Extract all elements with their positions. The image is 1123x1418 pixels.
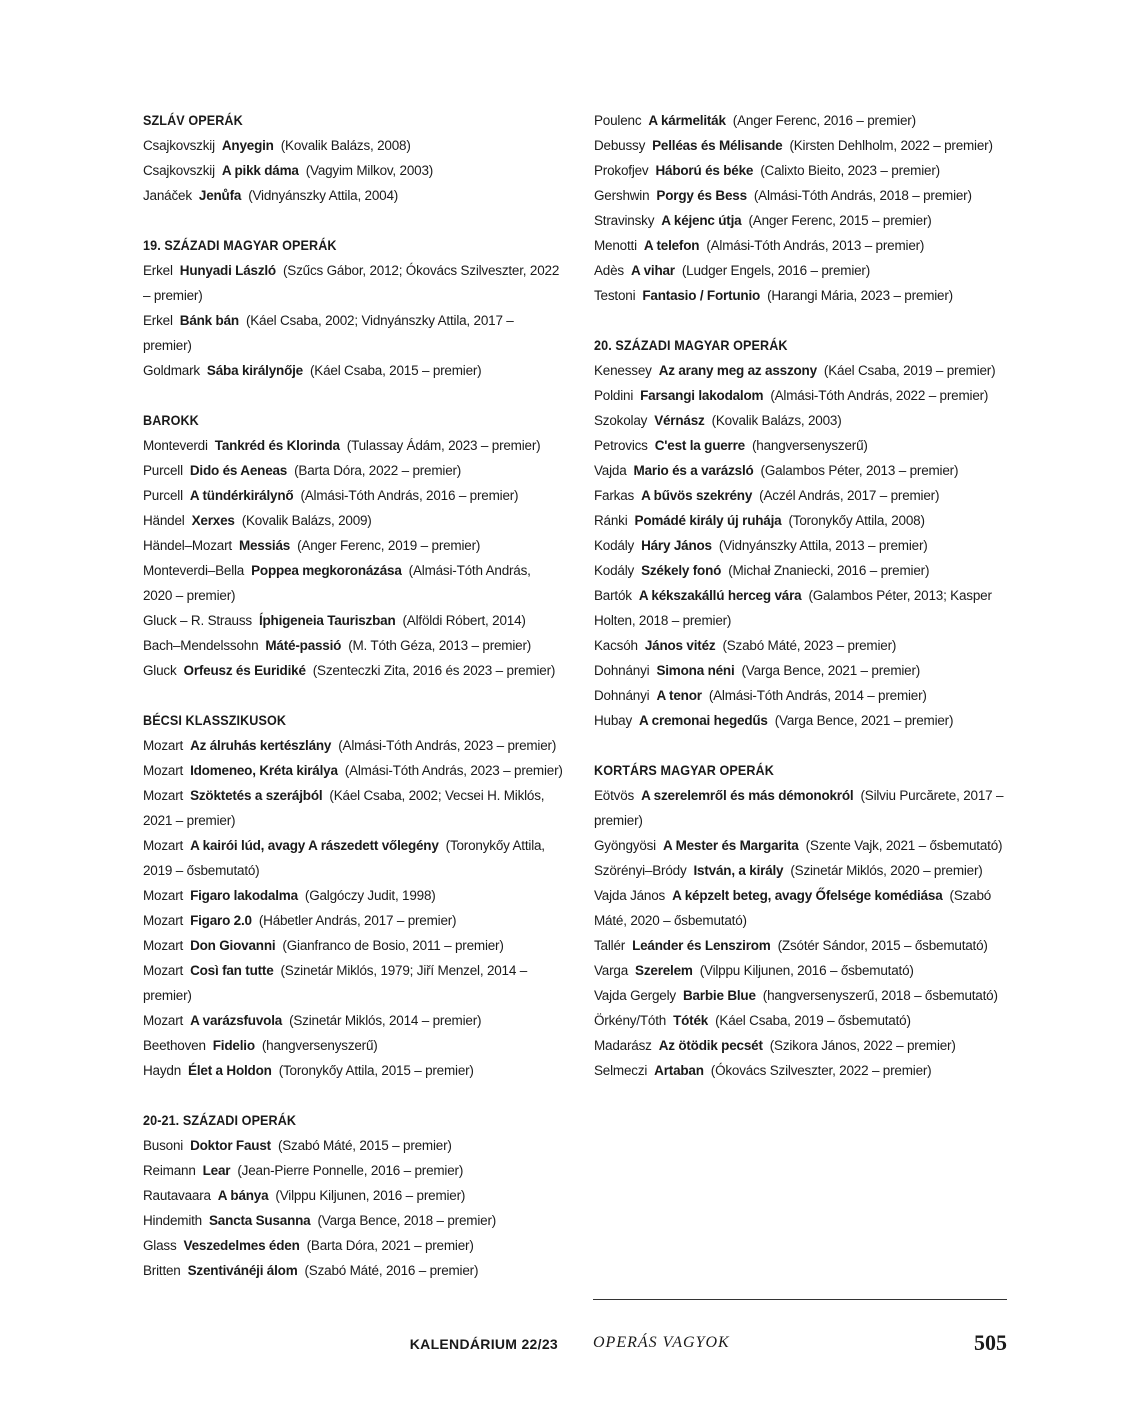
composer-name: Mozart [143,838,184,853]
composer-name: Mozart [143,888,184,903]
opera-title: Sába királynője [206,363,303,378]
production-note: (Vagyim Milkov, 2003) [305,163,434,178]
page-number: 505 [974,1330,1007,1355]
composer-name: Gershwin [594,188,650,203]
production-note: (Harangi Mária, 2023 – premier) [767,288,953,303]
production-note: (Varga Bence, 2021 – premier) [741,663,921,678]
opera-entry [143,183,563,208]
opera-title: Élet a Holdon [188,1063,272,1078]
opera-entry [594,783,1008,833]
opera-title: A pikk dáma [221,163,299,178]
opera-entry [143,608,563,633]
composer-name: Haydn [143,1063,182,1078]
production-note: (Kovalik Balázs, 2003) [711,413,842,428]
production-note: (Szikora János, 2022 – premier) [769,1038,956,1053]
composer-name: Händel [143,513,185,528]
opera-title: Fantasio / Fortunio [642,288,761,303]
composer-name: Purcell [143,488,183,503]
opera-title: A tenor [656,688,702,703]
composer-name: Gluck [143,663,177,678]
opera-entry [594,658,1008,683]
opera-entry [143,433,563,458]
production-note: (Almási-Tóth András, 2014 – premier) [708,688,927,703]
production-note: (Almási-Tóth András, 2022 – premier) [770,388,989,403]
production-note: (Toronykőy Attila, 2008) [788,513,925,528]
composer-name: Selmeczi [594,1063,648,1078]
composer-name: Kodály [594,538,635,553]
production-note: (hangversenyszerű, 2018 – ősbemutató) [762,988,998,1003]
opera-entry [143,883,563,908]
page-footer [0,1330,1123,1360]
production-note: (Szabó Máté, 2015 – premier) [277,1138,452,1153]
production-note: (Vilppu Kiljunen, 2016 – premier) [275,1188,466,1203]
opera-title: A képzelt beteg, avagy Őfelsége komédiása [672,888,943,903]
production-note: (Zsótér Sándor, 2015 – ősbemutató) [777,938,988,953]
opera-entry [143,1008,563,1033]
opera-entry [594,458,1008,483]
production-note: (Almási-Tóth András, 2023 – premier) [344,763,563,778]
production-note: (Szinetár Miklós, 2020 – premier) [790,863,983,878]
opera-entry [143,1158,563,1183]
section-title: BÉCSI KLASSZIKUSOK [143,712,287,728]
opera-section [143,108,563,208]
production-note: (Vilppu Kiljunen, 2016 – ősbemutató) [699,963,914,978]
opera-title: A cremonai hegedűs [639,713,768,728]
opera-title: Così fan tutte [190,963,274,978]
opera-title: Don Giovanni [190,938,276,953]
composer-name: Mozart [143,913,184,928]
opera-entry [143,633,563,658]
opera-title: Íphigeneia Tauriszban [258,613,396,628]
composer-name: Vajda [594,463,627,478]
opera-title: A kairói lúd, avagy A rászedett vőlegény [190,838,439,853]
production-note: (Szabó Máté, 2016 – premier) [304,1263,479,1278]
opera-entry [143,783,563,833]
production-note: (Jean-Pierre Ponnelle, 2016 – premier) [237,1163,464,1178]
opera-title: Háry János [641,538,712,553]
opera-entry [594,683,1008,708]
composer-name: Debussy [594,138,646,153]
composer-name: Mozart [143,1013,184,1028]
composer-name: Petrovics [594,438,648,453]
opera-title: Tankréd és Klorinda [214,438,340,453]
composer-name: Erkel [143,313,173,328]
opera-title: Háború és béke [655,163,754,178]
production-note: (Almási-Tóth András, 2016 – premier) [300,488,519,503]
opera-title: A kékszakállú herceg vára [638,588,802,603]
opera-entry [143,1058,563,1083]
production-note: (Almási-Tóth András, 2020 – premier) [143,563,531,603]
opera-title: A varázsfuvola [190,1013,283,1028]
production-note: (Gianfranco de Bosio, 2011 – premier) [282,938,504,953]
composer-name: Goldmark [143,363,200,378]
opera-entry [143,733,563,758]
opera-title: Sancta Susanna [208,1213,311,1228]
opera-title: Az álruhás kertészlány [190,738,332,753]
opera-title: A kéjenc útja [661,213,742,228]
production-note: (Szente Vajk, 2021 – ősbemutató) [805,838,1003,853]
opera-title: Tóték [673,1013,709,1028]
opera-title: Porgy és Bess [656,188,747,203]
composer-name: Kenessey [594,363,652,378]
composer-name: Csajkovszkij [143,163,215,178]
opera-title: A kármeliták [648,113,726,128]
opera-section [594,108,1008,308]
opera-title: Hunyadi László [179,263,276,278]
composer-name: Mozart [143,763,184,778]
opera-title: A tündérkirálynő [189,488,294,503]
opera-title: Máté-passió [265,638,342,653]
composer-name: Kacsóh [594,638,638,653]
opera-title: Dido és Aeneas [189,463,288,478]
opera-entry [594,408,1008,433]
production-note: (M. Tóth Géza, 2013 – premier) [348,638,532,653]
composer-name: Rautavaara [143,1188,211,1203]
composer-name: Dohnányi [594,688,650,703]
opera-title: A szerelemről és más démonokról [641,788,854,803]
composer-name: Busoni [143,1138,184,1153]
opera-entry [594,833,1008,858]
opera-entry [594,108,1008,133]
composer-name: Reimann [143,1163,196,1178]
opera-entry [594,633,1008,658]
opera-entry [143,758,563,783]
opera-title: Lear [202,1163,231,1178]
opera-entry [594,358,1008,383]
production-note: (Varga Bence, 2021 – premier) [774,713,954,728]
opera-entry [594,258,1008,283]
opera-entry [594,883,1008,933]
opera-entry [594,558,1008,583]
opera-section [143,408,563,683]
production-note: (Calixto Bieito, 2023 – premier) [760,163,940,178]
production-note: (Michał Znaniecki, 2016 – premier) [728,563,930,578]
opera-section [594,758,1008,1083]
opera-entry [143,908,563,933]
production-note: (Szűcs Gábor, 2012; Ókovács Szilveszter, 2022 – premier) [143,263,560,303]
opera-entry [143,958,563,1008]
opera-entry [594,233,1008,258]
production-note: (Káel Csaba, 2002; Vecsei H. Miklós, 2021 – premier) [143,788,545,828]
opera-entry [143,258,563,308]
composer-name: Monteverdi [143,438,208,453]
opera-title: Jenůfa [198,188,242,203]
composer-name: Szörényi–Bródy [594,863,687,878]
opera-entry [143,833,563,883]
composer-name: Mozart [143,938,184,953]
opera-entry [594,483,1008,508]
composer-name: Bach–Mendelssohn [143,638,259,653]
opera-title: Pomádé király új ruhája [634,513,782,528]
composer-name: Szokolay [594,413,648,428]
opera-entry [143,1183,563,1208]
opera-entry [594,983,1008,1008]
opera-entry [594,933,1008,958]
opera-section [143,233,563,383]
opera-entry [594,133,1008,158]
composer-name: Menotti [594,238,637,253]
composer-name: Hindemith [143,1213,202,1228]
production-note: (Almási-Tóth András, 2023 – premier) [338,738,557,753]
opera-entry [143,1258,563,1283]
production-note: (Barta Dóra, 2022 – premier) [294,463,462,478]
opera-entry [143,933,563,958]
composer-name: Adès [594,263,624,278]
production-note: (Silviu Purcărete, 2017 – premier) [594,788,1004,828]
production-note: (Kovalik Balázs, 2008) [280,138,411,153]
opera-title: C'est la guerre [654,438,745,453]
opera-entry [143,1208,563,1233]
opera-entry [594,533,1008,558]
composer-name: Farkas [594,488,635,503]
composer-name: Örkény/Tóth [594,1013,667,1028]
opera-entry [143,308,563,358]
production-note: (Hábetler András, 2017 – premier) [258,913,457,928]
opera-entry [143,483,563,508]
composer-name: Monteverdi–Bella [143,563,245,578]
opera-entry [143,1033,563,1058]
production-note: (Kovalik Balázs, 2009) [241,513,372,528]
opera-title: Szöktetés a szerájból [190,788,323,803]
opera-title: Xerxes [191,513,235,528]
composer-name: Gyöngyösi [594,838,656,853]
opera-entry [594,958,1008,983]
production-note: (Ókovács Szilveszter, 2022 – premier) [710,1063,932,1078]
opera-title: Szerelem [635,963,693,978]
production-note: (Tulassay Ádám, 2023 – premier) [346,438,541,453]
opera-entry [594,508,1008,533]
production-note: (Káel Csaba, 2019 – ősbemutató) [715,1013,911,1028]
opera-title: Bánk bán [179,313,239,328]
footer-section-title: OPERÁS VAGYOK [593,1334,730,1351]
production-note: (Toronykőy Attila, 2019 – ősbemutató) [143,838,545,878]
opera-entry [594,183,1008,208]
opera-title: István, a király [693,863,784,878]
footer-rule [593,1299,1007,1300]
opera-entry [594,158,1008,183]
opera-entry [143,1133,563,1158]
composer-name: Stravinsky [594,213,655,228]
opera-title: A Mester és Margarita [662,838,799,853]
opera-entry [143,533,563,558]
production-note: (Vidnyánszky Attila, 2013 – premier) [718,538,928,553]
production-note: (Aczél András, 2017 – premier) [759,488,940,503]
production-note: (Anger Ferenc, 2016 – premier) [732,113,916,128]
composer-name: Madarász [594,1038,652,1053]
opera-title: A bűvös szekrény [641,488,753,503]
production-note: (Szabó Máté, 2020 – ősbemutató) [594,888,992,928]
opera-entry [594,1058,1008,1083]
composer-name: Erkel [143,263,173,278]
footer-publication: KALENDÁRIUM 22/23 [409,1336,558,1352]
production-note: (Almási-Tóth András, 2013 – premier) [706,238,925,253]
opera-entry [143,358,563,383]
composer-name: Mozart [143,963,184,978]
opera-title: Az ötödik pecsét [658,1038,763,1053]
composer-name: Testoni [594,288,636,303]
opera-title: Farsangi lakodalom [640,388,764,403]
production-note: (Káel Csaba, 2019 – premier) [823,363,996,378]
section-title: 19. SZÁZADI MAGYAR OPERÁK [143,237,337,253]
opera-title: Orfeusz és Euridiké [183,663,306,678]
composer-name: Glass [143,1238,177,1253]
opera-title: Barbie Blue [682,988,756,1003]
production-note: (Szenteczki Zita, 2016 és 2023 – premier) [312,663,556,678]
opera-entry [594,708,1008,733]
composer-name: Poldini [594,388,634,403]
composer-name: Britten [143,1263,181,1278]
production-note: (Barta Dóra, 2021 – premier) [306,1238,474,1253]
production-note: (Galgóczy Judit, 1998) [304,888,436,903]
section-title: KORTÁRS MAGYAR OPERÁK [594,762,774,778]
opera-entry [143,658,563,683]
composer-name: Hubay [594,713,633,728]
opera-entry [143,508,563,533]
composer-name: Kodály [594,563,635,578]
production-note: (Alföldi Róbert, 2014) [402,613,526,628]
opera-entry [594,283,1008,308]
composer-name: Prokofjev [594,163,649,178]
opera-entry [143,558,563,608]
composer-name: Bartók [594,588,632,603]
composer-name: Gluck – R. Strauss [143,613,252,628]
opera-title: Poppea megkoronázása [251,563,402,578]
opera-entry [594,583,1008,633]
production-note: (Szabó Máté, 2023 – premier) [722,638,897,653]
opera-title: Doktor Faust [190,1138,271,1153]
composer-name: Csajkovszkij [143,138,215,153]
composer-name: Beethoven [143,1038,206,1053]
opera-title: Pelléas és Mélisande [652,138,783,153]
production-note: (Galambos Péter, 2013 – premier) [760,463,959,478]
opera-section [143,708,563,1083]
production-note: (Galambos Péter, 2013; Kasper Holten, 2018 – premier) [594,588,992,628]
opera-title: Figaro 2.0 [190,913,252,928]
opera-title: Idomeneo, Kréta királya [190,763,338,778]
composer-name: Eötvös [594,788,635,803]
production-note: (Vidnyánszky Attila, 2004) [248,188,399,203]
opera-entry [594,433,1008,458]
production-note: (Szinetár Miklós, 1979; Jiří Menzel, 2014 – premier) [143,963,528,1003]
opera-entry [594,208,1008,233]
production-note: (Toronykőy Attila, 2015 – premier) [278,1063,474,1078]
section-title: BAROKK [143,412,199,428]
composer-name: Ránki [594,513,628,528]
production-note: (Ludger Engels, 2016 – premier) [681,263,871,278]
opera-title: János vitéz [644,638,716,653]
production-note: (hangversenyszerű) [261,1038,378,1053]
production-note: (Kirsten Dehlholm, 2022 – premier) [789,138,993,153]
opera-entry [143,458,563,483]
opera-entry [594,1008,1008,1033]
opera-title: Anyegin [221,138,274,153]
right-column [594,108,1008,1108]
opera-title: Székely fonó [641,563,722,578]
opera-section [143,1108,563,1283]
composer-name: Dohnányi [594,663,650,678]
opera-section [594,333,1008,733]
production-note: (Anger Ferenc, 2015 – premier) [748,213,932,228]
composer-name: Vajda János [594,888,666,903]
composer-name: Purcell [143,463,183,478]
opera-title: A bánya [217,1188,269,1203]
opera-entry [594,383,1008,408]
production-note: (Káel Csaba, 2002; Vidnyánszky Attila, 2017 – premier) [143,313,514,353]
opera-title: Artaban [654,1063,704,1078]
composer-name: Poulenc [594,113,642,128]
production-note: (Almási-Tóth András, 2018 – premier) [753,188,972,203]
production-note: (Káel Csaba, 2015 – premier) [309,363,482,378]
composer-name: Tallér [594,938,626,953]
opera-title: Messiás [238,538,291,553]
opera-title: Vérnász [654,413,705,428]
opera-title: A vihar [630,263,675,278]
opera-title: Mario és a varázsló [633,463,754,478]
composer-name: Varga [594,963,629,978]
composer-name: Mozart [143,788,184,803]
production-note: (Anger Ferenc, 2019 – premier) [297,538,481,553]
opera-entry [143,133,563,158]
production-note: (Varga Bence, 2018 – premier) [317,1213,497,1228]
opera-title: Figaro lakodalma [190,888,298,903]
opera-entry [143,158,563,183]
section-title: SZLÁV OPERÁK [143,112,243,128]
opera-entry [594,1033,1008,1058]
production-note: (hangversenyszerű) [751,438,868,453]
opera-title: Az arany meg az asszony [658,363,817,378]
opera-entry [143,1233,563,1258]
opera-title: Szentivánéji álom [187,1263,298,1278]
production-note: (Szinetár Miklós, 2014 – premier) [289,1013,482,1028]
composer-name: Mozart [143,738,184,753]
composer-name: Händel–Mozart [143,538,232,553]
section-title: 20-21. SZÁZADI OPERÁK [143,1112,297,1128]
left-column [143,108,563,1308]
opera-title: A telefon [643,238,700,253]
opera-entry [594,858,1008,883]
composer-name: Janáček [143,188,192,203]
composer-name: Vajda Gergely [594,988,676,1003]
opera-title: Leánder és Lenszirom [632,938,771,953]
opera-title: Simona néni [656,663,735,678]
section-title: 20. SZÁZADI MAGYAR OPERÁK [594,337,788,353]
opera-title: Veszedelmes éden [183,1238,300,1253]
opera-title: Fidelio [212,1038,255,1053]
